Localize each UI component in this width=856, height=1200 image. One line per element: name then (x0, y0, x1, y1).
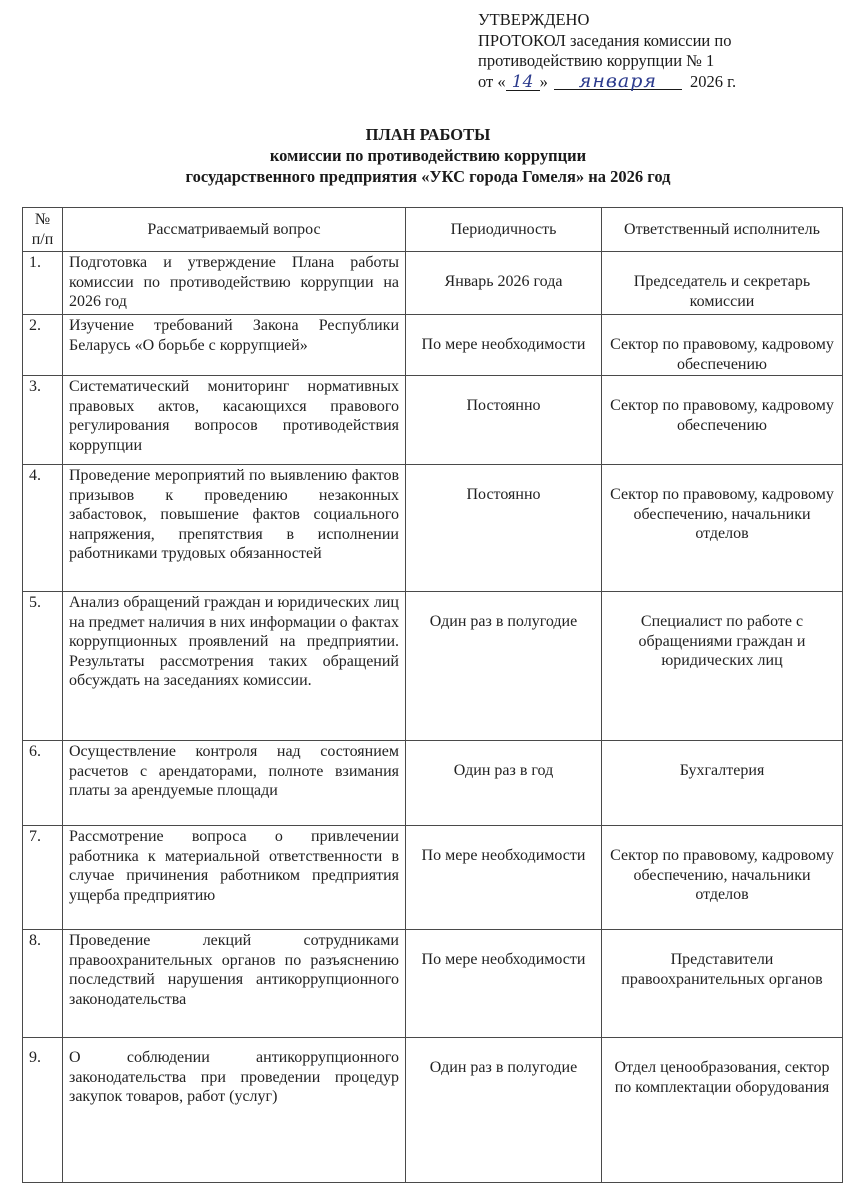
row-num: 1. (23, 252, 63, 315)
row-responsible: Сектор по правовому, кадровому обеспечению (602, 376, 843, 465)
table-row (23, 315, 843, 376)
row-question: Проведение лекций сотрудниками правоохранительных органов по разъяснению последствий нарушения антикоррупционного законодательства (63, 930, 406, 1038)
row-num: 5. (23, 592, 63, 741)
date-mid: » (539, 71, 548, 91)
row-period: По мере необходимости (406, 826, 602, 930)
table-row (23, 252, 843, 315)
approval-protocol-line2: противодействию коррупции № 1 (478, 51, 715, 70)
header-question: Рассматриваемый вопрос (63, 208, 406, 252)
row-num: 7. (23, 826, 63, 930)
approval-protocol-line1: ПРОТОКОЛ заседания комиссии по (478, 30, 732, 50)
table-header-row (23, 208, 843, 252)
row-period: Январь 2026 года (406, 252, 602, 315)
date-year: 2026 г. (690, 71, 737, 91)
row-num: 6. (23, 741, 63, 826)
table-row (23, 930, 843, 1038)
row-question: Систематический мониторинг нормативных правовых актов, касающихся правового регулирования вопросов противодействия коррупции (63, 376, 406, 465)
row-period: Один раз в год (406, 741, 602, 826)
handwritten-day: 14 (506, 74, 540, 91)
table-row (23, 1038, 843, 1183)
table-row (23, 376, 843, 465)
row-num: 2. (23, 315, 63, 376)
title-line-3: государственного предприятия «УКС города Гомеля» на 2026 год (185, 167, 671, 186)
row-responsible: Представители правоохранительных органов (602, 930, 843, 1038)
row-responsible: Сектор по правовому, кадровому обеспечению, начальники отделов (602, 826, 843, 930)
row-responsible: Отдел ценообразования, сектор по комплектации оборудования (602, 1038, 843, 1183)
row-period: По мере необходимости (406, 930, 602, 1038)
header-num: № п/п (23, 208, 63, 252)
header-responsible: Ответственный исполнитель (602, 208, 843, 252)
row-question: Осуществление контроля над состоянием расчетов с арендаторами, полноте взимания платы за арендуемые площади (63, 741, 406, 826)
row-responsible: Бухгалтерия (602, 741, 843, 826)
row-period: Постоянно (406, 376, 602, 465)
row-num: 4. (23, 465, 63, 592)
work-plan-table (22, 207, 843, 1183)
table-row (23, 826, 843, 930)
date-prefix: от « (478, 71, 506, 91)
row-num: 3. (23, 376, 63, 465)
row-responsible: Председатель и секретарь комиссии (602, 252, 843, 315)
title-line-2: комиссии по противодействию коррупции (269, 146, 587, 165)
row-period: Один раз в полугодие (406, 592, 602, 741)
row-question: О соблюдении антикоррупционного законодательства при проведении процедур закупок товаров, работ (услуг) (63, 1038, 406, 1183)
table-row (23, 741, 843, 826)
row-responsible: Специалист по работе с обращениями граждан и юридических лиц (602, 592, 843, 741)
approval-stamp: УТВЕРЖДЕНО (478, 10, 590, 29)
header-period: Периодичность (406, 208, 602, 252)
row-num: 8. (23, 930, 63, 1038)
document-title (0, 124, 856, 187)
row-responsible: Сектор по правовому, кадровому обеспечению (602, 315, 843, 376)
row-num: 9. (23, 1038, 63, 1183)
row-period: Постоянно (406, 465, 602, 592)
approval-date (478, 69, 737, 93)
approval-block (478, 10, 736, 92)
row-period: Один раз в полугодие (406, 1038, 602, 1183)
table-row (23, 465, 843, 592)
row-responsible: Сектор по правовому, кадровому обеспечению, начальники отделов (602, 465, 843, 592)
table-row (23, 592, 843, 741)
row-question: Рассмотрение вопроса о привлечении работника к материальной ответственности в случае причинения работником предприятия ущерба предприятию (63, 826, 406, 930)
handwritten-month: января (554, 73, 682, 90)
row-question: Анализ обращений граждан и юридических лиц на предмет наличия в них информации о фактах коррупционных проявлений на предприятии. Результаты рассмотрения таких обращений обсуждать на заседаниях комиссии. (63, 592, 406, 741)
row-question: Проведение мероприятий по выявлению фактов призывов к проведению незаконных забастовок, повышение фактов социального напряжения, препятствия в исполнении работниками трудовых обязанностей (63, 465, 406, 592)
title-line-1: ПЛАН РАБОТЫ (365, 125, 491, 144)
row-question: Изучение требований Закона Республики Беларусь «О борьбе с коррупцией» (63, 315, 406, 376)
row-period: По мере необходимости (406, 315, 602, 376)
row-question: Подготовка и утверждение Плана работы комиссии по противодействию коррупции на 2026 год (63, 252, 406, 315)
